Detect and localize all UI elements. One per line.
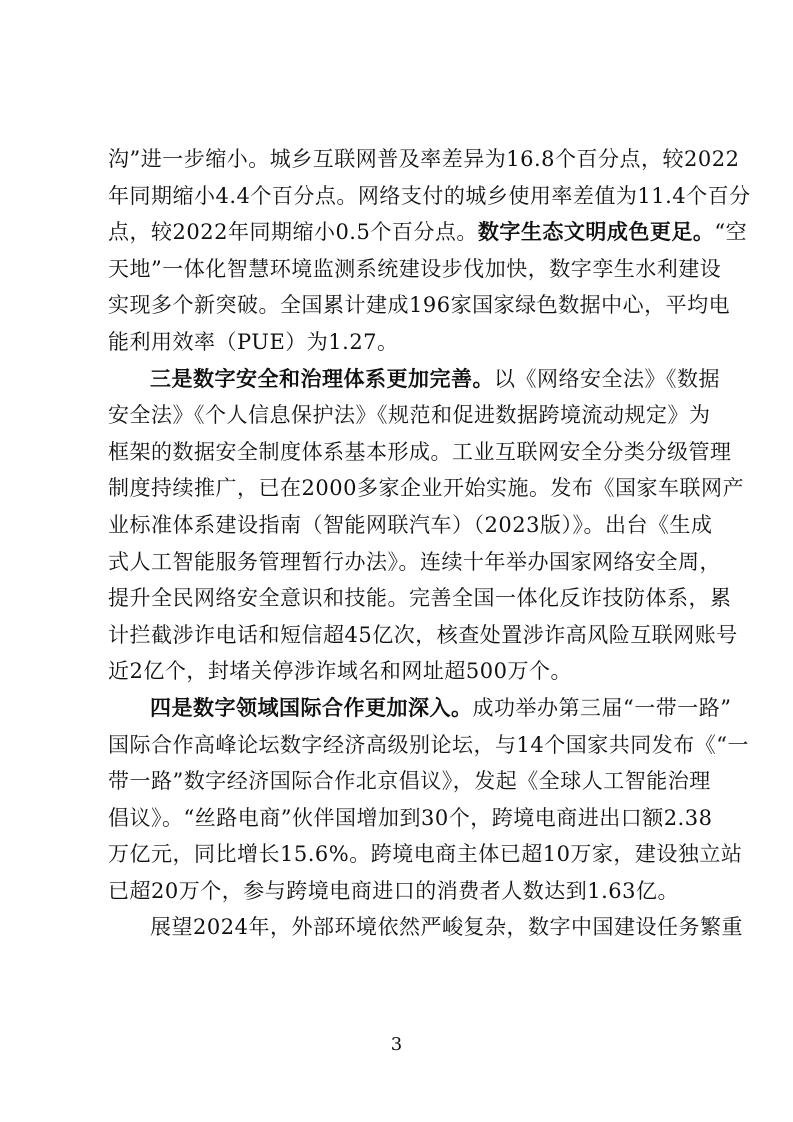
text-line: 计拦截涉诈电话和短信超45亿次，核查处置涉诈高风险互联网账号 [108, 622, 738, 647]
text-line: 沟”进一步缩小。城乡互联网普及率差异为16.8个百分点，较2022 [108, 147, 740, 171]
text-line: 展望2024年，外部环境依然严峻复杂，数字中国建设任务繁重 [150, 915, 743, 940]
text-line: 式人工智能服务管理暂行办法》。连续十年举办国家网络安全周， [108, 549, 721, 574]
text-line [108, 361, 720, 398]
text-line: 制度持续推广，已在2000多家企业开始实施。发布《国家车联网产 [108, 476, 744, 501]
text-line: 框架的数据安全制度体系基本形成。工业互联网安全分类分级管理 [108, 439, 732, 464]
bold-heading-cooperation: 四是数字领域国际合作更加深入。 [150, 694, 473, 720]
text-segment: 以《网络安全法》《数据 [494, 366, 720, 391]
text-line: 天地”一体化智慧环境监测系统建设步伐加快，数字孪生水利建设 [108, 256, 722, 281]
paragraph-urban-rural-gap [108, 141, 751, 361]
text-line: 年同期缩小4.4个百分点。网络支付的城乡使用率差值为11.4个百分 [108, 183, 751, 208]
text-line: 实现多个新突破。全国累计建成196家国家绿色数据中心，平均电 [108, 293, 731, 318]
paragraph-outlook [108, 909, 743, 946]
text-line: 已超20万个，参与跨境电商进口的消费者人数达到1.63亿。 [108, 878, 679, 903]
text-segment: 点，较2022年同期缩小0.5个百分点。 [108, 220, 478, 245]
text-line: 近2亿个，封堵关停涉诈域名和网址超500万个。 [108, 659, 572, 684]
text-line: 能利用效率（PUE）为1.27。 [108, 329, 399, 354]
paragraph-digital-security [108, 361, 744, 690]
text-line: 万亿元，同比增长15.6%。跨境电商主体已超10万家，建设独立站 [108, 842, 743, 867]
text-line: 提升全民网络安全意识和技能。完善全国一体化反诈技防体系，累 [108, 586, 732, 611]
text-line: 国际合作高峰论坛数字经济高级别论坛，与14个国家共同发布《“一 [108, 732, 749, 757]
text-line [108, 690, 732, 727]
text-line: 带一路”数字经济国际合作北京倡议》，发起《全球人工智能治理 [108, 769, 711, 794]
document-body [108, 141, 751, 946]
text-line: 安全法》《个人信息保护法》《规范和促进数据跨境流动规定》为 [108, 403, 711, 428]
text-line: 业标准体系建设指南（智能网联汽车）（2023版）》。出台《生成 [108, 512, 713, 537]
paragraph-international-cooperation [108, 690, 749, 910]
text-segment: “空 [714, 220, 748, 245]
bold-heading-security: 三是数字安全和治理体系更加完善。 [150, 365, 494, 391]
text-line [108, 214, 748, 251]
page-number: 3 [390, 1034, 403, 1055]
bold-heading-digital-ecology: 数字生态文明成色更足。 [477, 219, 715, 245]
text-line: 倡议》。“丝路电商”伙伴国增加到30个，跨境电商进出口额2.38 [108, 805, 713, 830]
text-segment: 成功举办第三届“一带一路” [472, 695, 732, 720]
